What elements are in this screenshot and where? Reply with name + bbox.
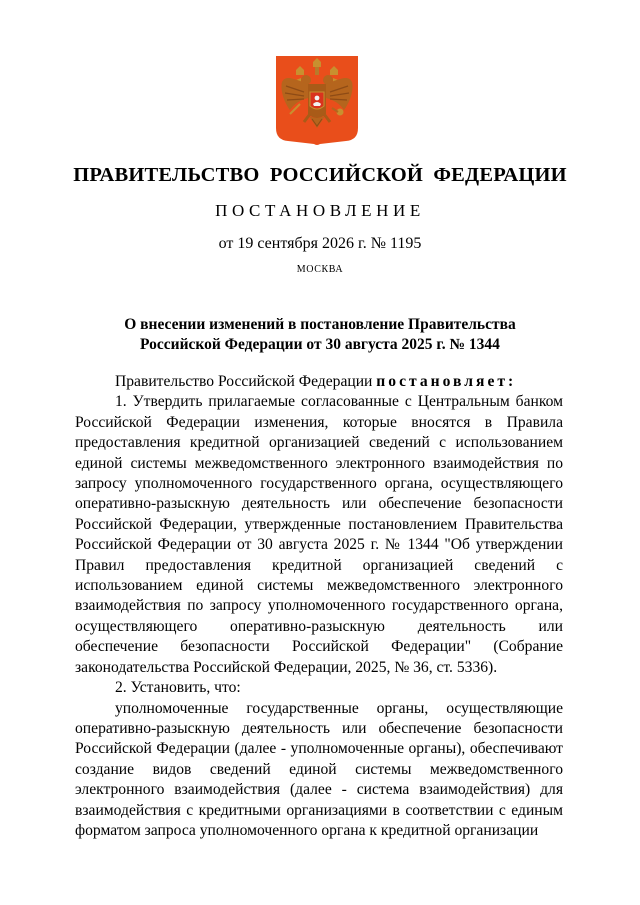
- document-type: ПОСТАНОВЛЕНИЕ: [215, 201, 425, 220]
- subject-line-2: Российской Федерации от 30 августа 2025 г. № 1344: [140, 336, 500, 353]
- paragraph-2: 2. Установить, что:: [115, 679, 241, 697]
- government-title: ПРАВИТЕЛЬСТВО РОССИЙСКОЙ ФЕДЕРАЦИИ: [73, 164, 567, 186]
- document-subject: [0, 315, 640, 355]
- document-date-number: от 19 сентября 2026 г. № 1195: [218, 235, 422, 252]
- coat-of-arms-of-russia-icon: [276, 56, 358, 146]
- city-of-issue: МОСКВА: [296, 264, 344, 275]
- subject-line-1: О внесении изменений в постановление Правительства: [124, 316, 516, 333]
- document-body: [75, 372, 563, 841]
- paragraph-3: уполномоченные государственные органы, осуществляющие оперативно-разыскную деятельность или обеспечение безопасности Российской Федерации (далее - уполномоченные органы), обеспечивают создание видов сведений единой системы межведомственного электронного взаимодействия (далее - система взаимодействия) для взаимодействия с кредитными организациями в соответствии с единым форматом запроса уполномоченного органа к кредитной организации: [75, 699, 563, 839]
- decree-word: постановляет:: [376, 373, 517, 390]
- preamble-text: Правительство Российской Федерации: [115, 373, 377, 390]
- preamble-paragraph: [75, 372, 563, 392]
- paragraph-1: 1. Утвердить прилагаемые согласованные с Центральным банком Российской Федерации изменения, которые вносятся в Правила предоставления кредитной организацией сведений с использованием единой системы межведомственного электронного взаимодействия по запросу уполномоченного государственного органа, осуществляющего оперативно-разыскную деятельность или обеспечение безопасности Российской Федерации, утвержденные постановлением Правительства Российской Федерации от 30 августа 2025 г. № 1344 "Об утверждении Правил предоставления кредитной организацией сведений с использованием единой системы межведомственного электронного взаимодействия по запросу уполномоченного государственного органа, осуществляющего оперативно-разыскную деятельность или обеспечение безопасности Российской Федерации" (Собрание законодательства Российской Федерации, 2025, № 36, ст. 5336).: [75, 393, 563, 676]
